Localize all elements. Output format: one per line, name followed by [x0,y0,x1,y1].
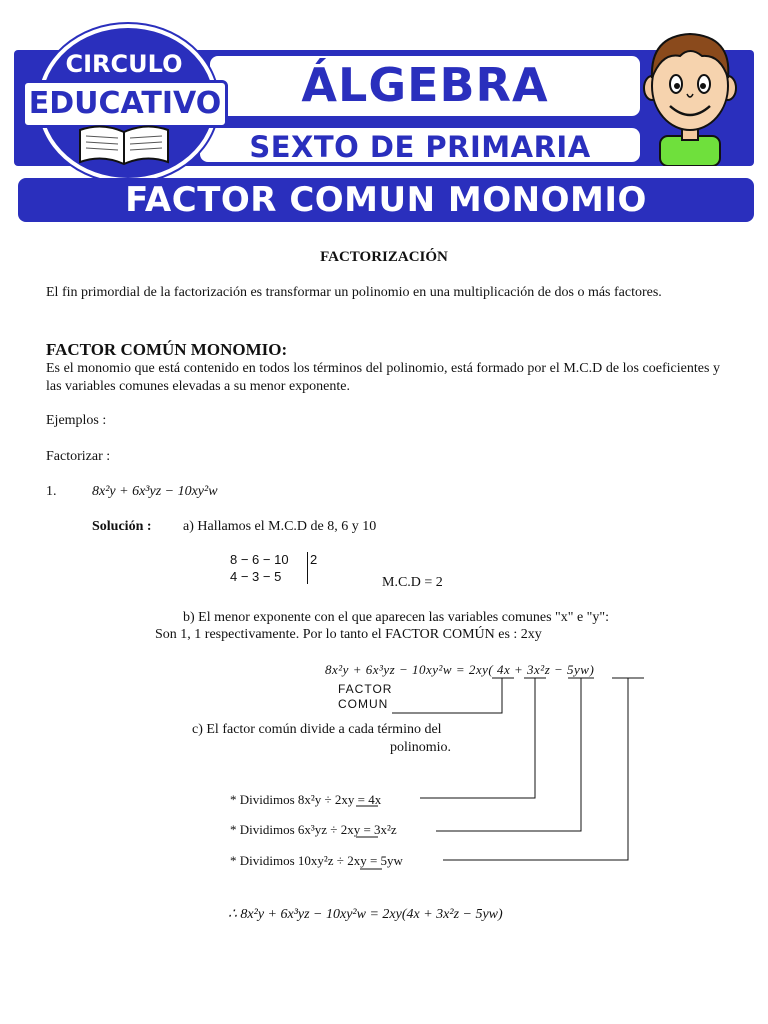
division-1: * Dividimos 8x²y ÷ 2xy = 4x [230,792,382,807]
header-title: ÁLGEBRA [301,58,549,112]
conclusion: ∴ 8x²y + 6x³yz − 10xy²w = 2xy(4x + 3x²z − 5yw) [228,907,503,922]
logo-main-text: EDUCATIVO [22,80,228,128]
mcd-row-2: 4 − 3 − 5 [230,569,282,584]
definition-paragraph: Es el monomio que está contenido en todos los términos del polinomio, está formado por el M.C.D de los coeficientes y las variables comunes elevadas a su menor exponente. [46,361,720,394]
logo-top-text: CIRCULO [65,50,183,78]
step-b-line-2: Son 1, 1 respectivamente. Por lo tanto el FACTOR COMÚN es : 2xy [155,627,542,642]
definition-title: FACTOR COMÚN MONOMIO: [46,340,288,359]
mcd-result: M.C.D = 2 [382,575,443,590]
intro-paragraph: El fin primordial de la factorización es transformar un polinomio en una multiplicación de dos o más factores. [46,285,662,300]
step-c-line-1: c) El factor común divide a cada término del [192,722,442,737]
example-expression: 8x²y + 6x³yz − 10xy²w [92,484,218,499]
mcd-row-1: 8 − 6 − 10 [230,552,289,567]
ejemplos-label: Ejemplos : [46,413,107,428]
factored-expression: 8x²y + 6x³yz − 10xy²w = 2xy( 4x + 3x²z − 5yw) [325,662,595,677]
step-a: a) Hallamos el M.C.D de 8, 6 y 10 [183,519,377,534]
page-title: FACTOR COMUN MONOMIO [125,180,647,220]
solucion-label: Solución : [92,519,152,534]
factor-label-2: COMUN [338,697,389,711]
mcd-divisor: 2 [310,552,318,567]
section-title: FACTORIZACIÓN [320,249,448,265]
factor-label-1: FACTOR [338,682,393,696]
division-2: * Dividimos 6x³yz ÷ 2xy = 3x²z [230,822,397,837]
step-b-line-1: b) El menor exponente con el que aparecen las variables comunes "x" e "y": [183,610,609,625]
factorizar-label: Factorizar : [46,449,111,464]
example-number: 1. [46,484,57,499]
header-subtitle: SEXTO DE PRIMARIA [249,130,591,164]
division-3: * Dividimos 10xy²z ÷ 2xy = 5yw [230,853,403,868]
step-c-line-2: polinomio. [390,740,452,755]
